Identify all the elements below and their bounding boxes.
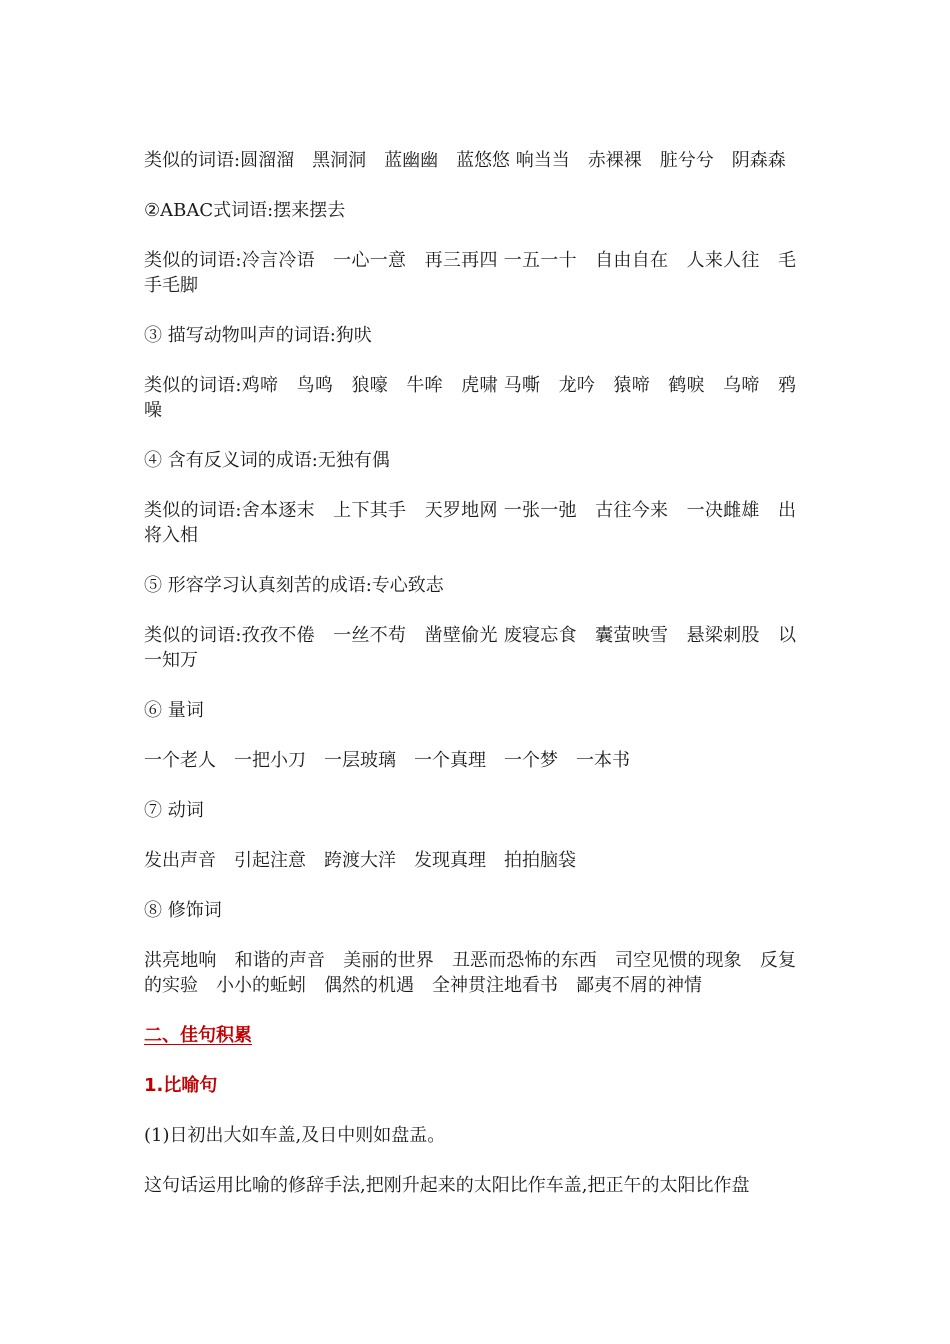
abac-words-heading: ②ABAC式词语:摆来摆去 — [144, 200, 346, 221]
section-heading: 二、佳句积累 — [144, 1025, 252, 1046]
similar-words-abac-paragraph: 类似的词语:冷言冷语 一心一意 再三再四 一五一十 自由自在 人来人往 毛手毛脚 — [144, 250, 796, 296]
document-page — [144, 148, 796, 1223]
modifiers-heading: ⑧ 修饰词 — [144, 900, 222, 921]
similar-words-ab-paragraph: 类似的词语:圆溜溜 黑洞洞 蓝幽幽 蓝悠悠 响当当 赤裸裸 脏兮兮 阴森森 — [144, 150, 786, 171]
example-sentence: (1)日初出大如车盖,及日中则如盘盂。 — [144, 1125, 446, 1146]
animal-sounds-heading: ③ 描写动物叫声的词语:狗吠 — [144, 325, 372, 346]
subsection-heading: 1.比喻句 — [144, 1075, 218, 1096]
verbs-heading: ⑦ 动词 — [144, 800, 204, 821]
measure-words-paragraph: 一个老人 一把小刀 一层玻璃 一个真理 一个梦 一本书 — [144, 750, 630, 771]
explanation-paragraph: 这句话运用比喻的修辞手法,把刚升起来的太阳比作车盖,把正午的太阳比作盘 — [144, 1175, 750, 1196]
similar-words-diligent-paragraph: 类似的词语:孜孜不倦 一丝不苟 凿壁偷光 废寝忘食 囊萤映雪 悬梁刺股 以一知万 — [144, 625, 796, 671]
similar-words-animal-sounds-paragraph: 类似的词语:鸡啼 鸟鸣 狼嚎 牛哞 虎啸 马嘶 龙吟 猿啼 鹤唳 乌啼 鸦噪 — [144, 375, 796, 421]
measure-words-heading: ⑥ 量词 — [144, 700, 204, 721]
verbs-paragraph: 发出声音 引起注意 跨渡大洋 发现真理 拍拍脑袋 — [144, 850, 576, 871]
modifiers-paragraph: 洪亮地响 和谐的声音 美丽的世界 丑恶而恐怖的东西 司空见惯的现象 反复的实验 小小的蚯蚓 偶然的机遇 全神贯注地看书 鄙夷不屑的神情 — [144, 950, 796, 996]
antonym-idioms-heading: ④ 含有反义词的成语:无独有偶 — [144, 450, 390, 471]
similar-words-antonym-paragraph: 类似的词语:舍本逐末 上下其手 天罗地网 一张一弛 古往今来 一决雌雄 出将入相 — [144, 500, 796, 546]
diligent-study-idioms-heading: ⑤ 形容学习认真刻苦的成语:专心致志 — [144, 575, 444, 596]
